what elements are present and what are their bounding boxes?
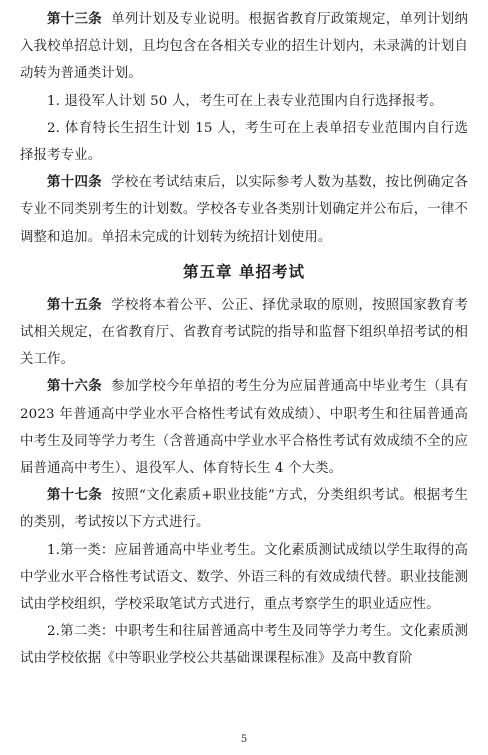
- article-16-paragraph: [20, 373, 468, 482]
- article-17-item-2: 2.第二类：中职考生和往届普通高中考生及同等学力考生。文化素质测试由学校依据《中等职业学校公共基础课课程标准》及高中教育阶: [20, 624, 468, 667]
- article-17-label: 第十七条: [47, 488, 103, 504]
- article-13-text: 单列计划及专业说明。根据省教育厅政策规定，单列计划纳入我校单招总计划，且均包含在各相关专业的招生计划内，未录满的计划自动转为普通类计划。: [20, 12, 468, 82]
- article-15-paragraph: [20, 292, 468, 374]
- article-17-item-1: 1.第一类：应届普通高中毕业考生。文化素质测试成绩以学生取得的高中学业水平合格性考试语文、数学、外语三科的有效成绩代替。职业技能测试由学校组织，学校采取笔试方式进行，重点考察学生的职业适应性。: [20, 542, 468, 613]
- chapter-heading: 第五章 单招考试: [183, 262, 305, 281]
- page-number: 5: [240, 734, 248, 745]
- article-14-text: 学校在考试结束后，以实际参考人数为基数，按比例确定各专业不同类别考生的计划数。学校各专业各类别计划确定并公布后，一律不调整和追加。单招未完成的计划转为统招计划使用。: [20, 175, 468, 245]
- article-17-text: 按照“文化素质+职业技能”方式，分类组织考试。根据考生的类别，考试按以下方式进行。: [20, 488, 468, 531]
- document-page: [20, 6, 468, 673]
- article-16-label: 第十六条: [47, 379, 102, 395]
- article-15-label: 第十五条: [47, 297, 102, 313]
- article-17-paragraph: [20, 482, 468, 536]
- article-14-label: 第十四条: [47, 175, 102, 191]
- article-15-text: 学校将本着公平、公正、择优录取的原则，按照国家教育考试相关规定，在省教育厅、省教育考试院的指导和监督下组织单招考试的相关工作。: [20, 297, 468, 368]
- article-16-text: 参加学校今年单招的考生分为应届普通高中毕业考生（具有 2023 年普通高中学业水平合格性考试有效成绩）、中职考生和往届普通高中考生及同等学力考生（含普通高中学业水平合格性考试有效成绩不全的应届普通高中考生）、退役军人、体育特长生 4 个大类。: [20, 379, 468, 477]
- article-13-item-2: 2. 体育特长生招生计划 15 人，考生可在上表单招专业范围内自行选择报考专业。: [20, 120, 468, 164]
- article-13-item-1: 1. 退役军人计划 50 人，考生可在上表专业范围内自行选择报考。: [47, 93, 443, 109]
- article-14-paragraph: [20, 169, 468, 251]
- article-13-paragraph: [20, 6, 468, 88]
- article-13-label: 第十三条: [47, 12, 102, 27]
